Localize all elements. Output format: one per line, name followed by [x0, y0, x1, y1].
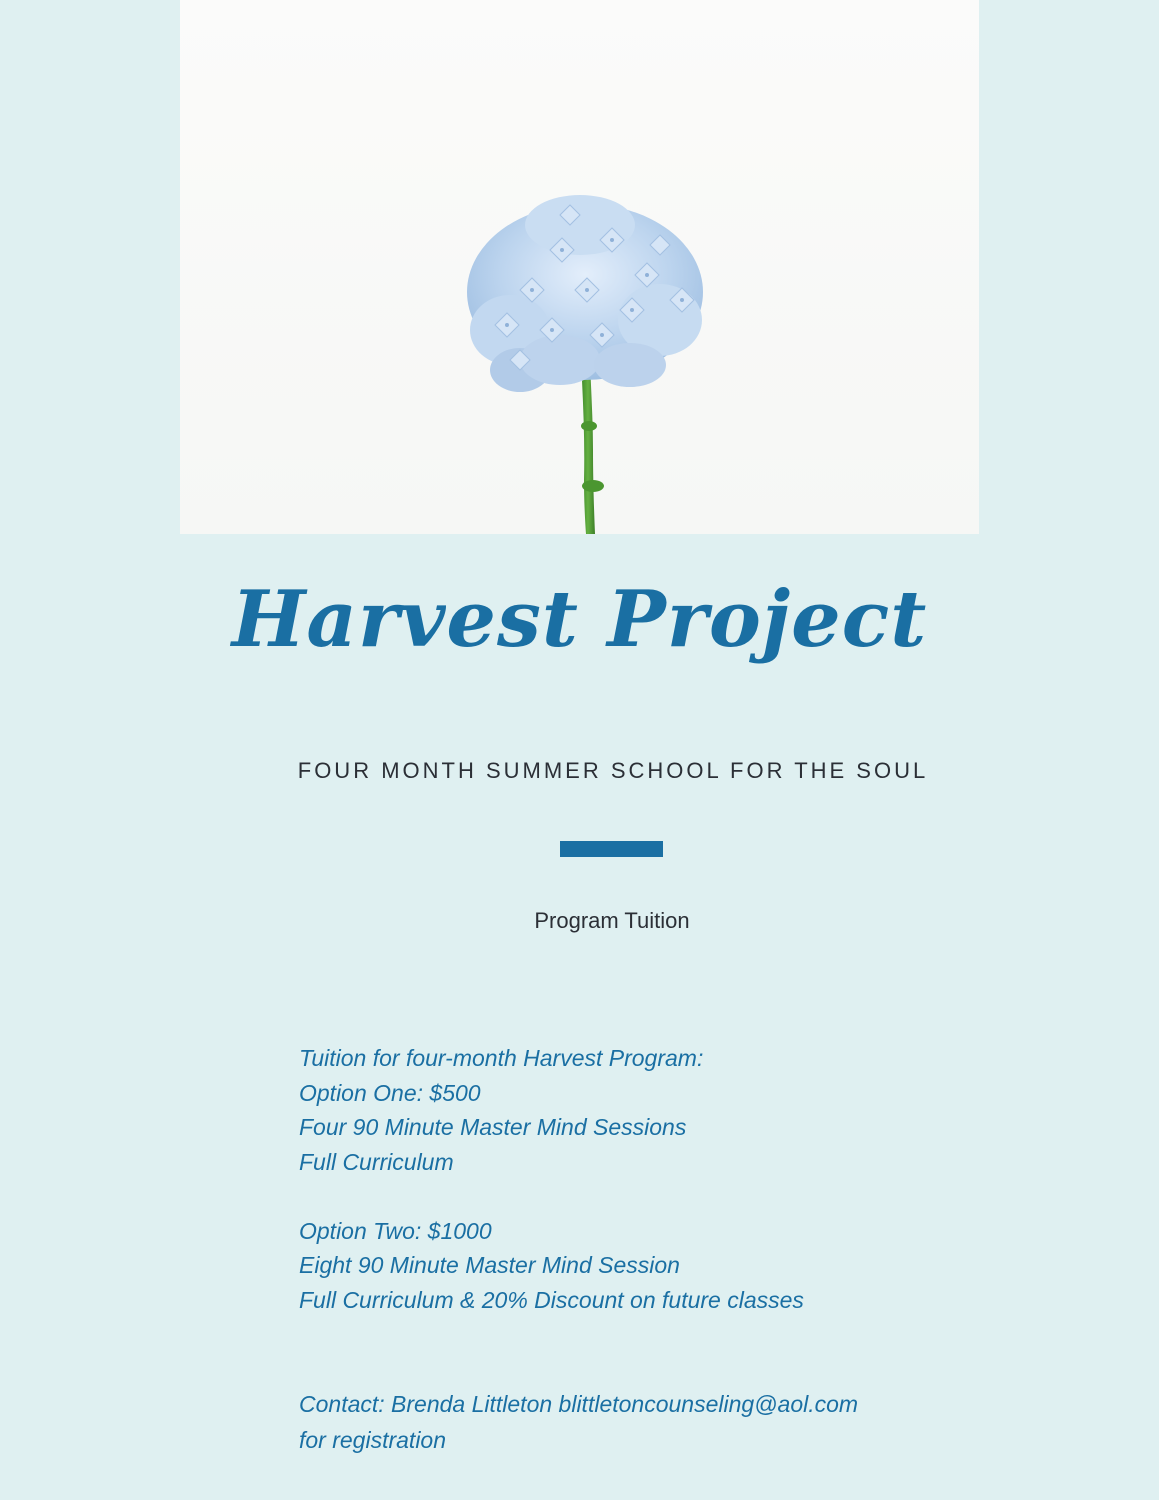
spacer [299, 1179, 1059, 1214]
tuition-details [299, 1041, 1059, 1317]
subtitle: FOUR MONTH SUMMER SCHOOL FOR THE SOUL [297, 758, 929, 783]
contact-line: for registration [299, 1427, 447, 1453]
flower-head [467, 195, 703, 392]
section-heading: Program Tuition [534, 908, 690, 933]
contact-info [299, 1386, 1079, 1458]
page-title: Harvest Project [231, 574, 928, 665]
option-one-label: Option One: $500 [299, 1079, 481, 1106]
tuition-heading: Tuition for four-month Harvest Program: [299, 1045, 704, 1071]
option-two-label: Option Two: $1000 [299, 1217, 492, 1244]
accent-divider [560, 841, 663, 857]
option-two-line: Eight 90 Minute Master Mind Session [299, 1252, 680, 1278]
option-one-line: Four 90 Minute Master Mind Sessions [299, 1114, 687, 1140]
contact-line: Contact: Brenda Littleton blittletoncounseling@aol.com [299, 1391, 859, 1417]
option-two-line: Full Curriculum & 20% Discount on future classes [299, 1286, 804, 1313]
option-one-line: Full Curriculum [299, 1148, 454, 1175]
hero-image [180, 0, 979, 534]
stem-shape [581, 360, 595, 534]
hydrangea-illustration [180, 0, 979, 534]
